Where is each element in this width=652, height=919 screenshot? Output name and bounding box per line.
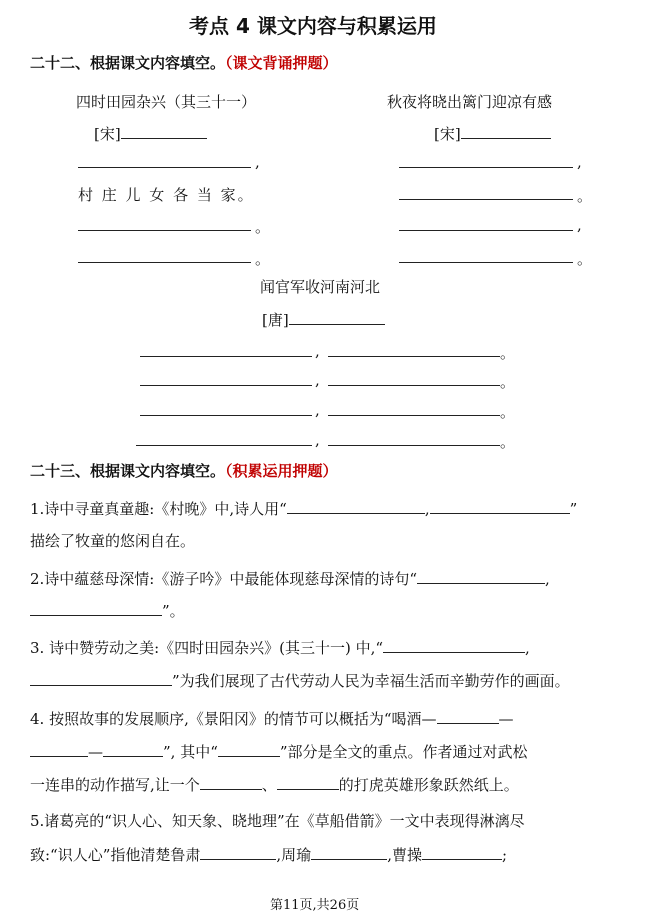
q5-line1: 5.诸葛亮的“识人心、知天象、晓地理”在《草船借箭》一文中表现得淋漓尽: [30, 812, 525, 830]
q5-blank-3[interactable]: [422, 843, 502, 860]
poem1-author-row: [94, 122, 207, 144]
q4-blank-1[interactable]: [437, 707, 499, 724]
poem1-line3-punct: 。: [255, 218, 271, 236]
poem3-row1-right-blank[interactable]: [328, 356, 500, 357]
poem3-row2-period: 。: [500, 373, 516, 391]
q4-text-h: 的打虎英雄形象跃然纸上。: [338, 776, 519, 794]
q1-comma: ,: [424, 500, 430, 518]
q3-line1: [30, 636, 530, 658]
poem1-author-blank[interactable]: [121, 122, 207, 139]
q3-line2: [30, 669, 570, 691]
q4-sep: 、: [261, 776, 277, 794]
q2-line1: [30, 567, 550, 589]
poem1-title: 四时田园杂兴（其三十一）: [76, 93, 257, 111]
poem2-line3-punct: ,: [577, 216, 582, 234]
poem1-dynasty: [宋]: [94, 125, 121, 143]
q2-comma: ,: [545, 570, 550, 588]
poem3-row3-left-blank[interactable]: [140, 415, 312, 416]
q2-close: ”。: [162, 602, 185, 620]
poem1-line3-blank[interactable]: [78, 230, 251, 231]
poem3-row4-period: 。: [500, 433, 516, 451]
poem1-line4-blank[interactable]: [78, 262, 251, 263]
page-title: 考点 4 课文内容与积累运用: [189, 14, 437, 38]
poem2-dynasty: [宋]: [434, 125, 461, 143]
q4-blank-4[interactable]: [218, 740, 280, 757]
q4-line3: [30, 773, 519, 795]
q5-semicolon: ;: [501, 846, 508, 864]
q5-blank-2[interactable]: [311, 843, 387, 860]
section-22-tag: （课文背诵押题）: [225, 54, 338, 72]
poem3-author-blank[interactable]: [289, 308, 385, 325]
poem1-line1-blank[interactable]: [78, 167, 251, 168]
q4-line1: [30, 707, 514, 729]
section-23-title: 二十三、根据课文内容填空。: [30, 462, 226, 480]
section-23-heading: [30, 460, 338, 481]
poem1-line1-punct: ,: [255, 153, 260, 171]
section-22-heading: [30, 52, 338, 73]
poem2-line3-blank[interactable]: [399, 230, 573, 231]
q1-line1: [30, 497, 577, 519]
q1-blank-1[interactable]: [287, 497, 425, 514]
poem3-row3-comma: ,: [315, 401, 320, 419]
q4-text-d: ”, 其中“: [163, 743, 218, 761]
poem2-author-row: [434, 122, 551, 144]
q2-line2: [30, 599, 185, 621]
poem2-line4-blank[interactable]: [399, 262, 573, 263]
poem3-row4-comma: ,: [315, 431, 320, 449]
q5-text-b: 致:“识人心”指他清楚鲁肃: [30, 846, 201, 864]
q4-blank-2[interactable]: [30, 740, 88, 757]
q5-blank-1[interactable]: [200, 843, 276, 860]
poem2-line2-punct: 。: [577, 187, 593, 205]
q4-text-e: ”部分是全文的重点。作者通过对武松: [279, 743, 528, 761]
poem2-line2-blank[interactable]: [399, 199, 573, 200]
section-22-title: 二十二、根据课文内容填空。: [30, 54, 226, 72]
poem3-row2-left-blank[interactable]: [140, 385, 312, 386]
q4-dash-1: —: [498, 710, 514, 728]
page-footer: 第11页,共26页: [270, 898, 360, 913]
q3-blank-2[interactable]: [30, 669, 172, 686]
poem3-row3-right-blank[interactable]: [328, 415, 500, 416]
q2-blank-2[interactable]: [30, 599, 162, 616]
q2-blank-1[interactable]: [417, 567, 545, 584]
q1-blank-2[interactable]: [430, 497, 570, 514]
poem3-dynasty: [唐]: [262, 311, 289, 329]
q4-line2: [30, 740, 528, 762]
poem2-title: 秋夜将晓出篱门迎凉有感: [387, 93, 553, 111]
q1-text-a: 1.诗中寻童真童趣:《村晚》中,诗人用“: [30, 500, 287, 518]
q3-text-a: 3. 诗中赞劳动之美:《四时田园杂兴》(其三十一) 中,“: [30, 639, 384, 657]
poem3-row1-comma: ,: [315, 342, 320, 360]
poem3-row1-period: 。: [500, 344, 516, 362]
q4-dash-2: —: [88, 743, 103, 761]
poem3-title: 闻官军收河南河北: [260, 278, 381, 296]
poem3-row4-left-blank[interactable]: [136, 445, 312, 446]
poem2-line4-punct: 。: [577, 250, 593, 268]
poem2-line1-punct: ,: [577, 153, 582, 171]
q4-blank-3[interactable]: [103, 740, 163, 757]
q5-line2: [30, 843, 507, 865]
poem2-author-blank[interactable]: [461, 122, 551, 139]
q2-text-a: 2.诗中蕴慈母深情:《游子吟》中最能体现慈母深情的诗句“: [30, 570, 418, 588]
q4-text-a: 4. 按照故事的发展顺序,《景阳冈》的情节可以概括为“喝酒—: [30, 710, 437, 728]
q4-blank-5[interactable]: [200, 773, 262, 790]
poem2-line1-blank[interactable]: [399, 167, 573, 168]
q3-blank-1[interactable]: [383, 636, 525, 653]
poem3-row4-right-blank[interactable]: [328, 445, 500, 446]
q5-text-d: ,曹操: [387, 846, 422, 864]
q4-blank-6[interactable]: [277, 773, 339, 790]
q3-comma: ,: [525, 639, 530, 657]
q3-text-c: ”为我们展现了古代劳动人民为幸福生活而辛勤劳作的画面。: [172, 672, 570, 690]
q4-text-f: 一连串的动作描写,让一个: [30, 776, 200, 794]
poem3-row3-period: 。: [500, 403, 516, 421]
poem3-row2-right-blank[interactable]: [328, 385, 500, 386]
q5-text-c: ,周瑜: [276, 846, 312, 864]
poem3-author-row: [262, 308, 385, 330]
poem1-line2-text: 村 庄 儿 女 各 当 家。: [78, 186, 255, 204]
q1-close-quote: ”: [569, 500, 578, 518]
poem1-line4-punct: 。: [255, 250, 271, 268]
poem3-row1-left-blank[interactable]: [140, 356, 312, 357]
poem3-row2-comma: ,: [315, 371, 320, 389]
section-23-tag: （积累运用押题）: [225, 462, 338, 480]
q1-line2: 描绘了牧童的悠闲自在。: [30, 532, 196, 550]
